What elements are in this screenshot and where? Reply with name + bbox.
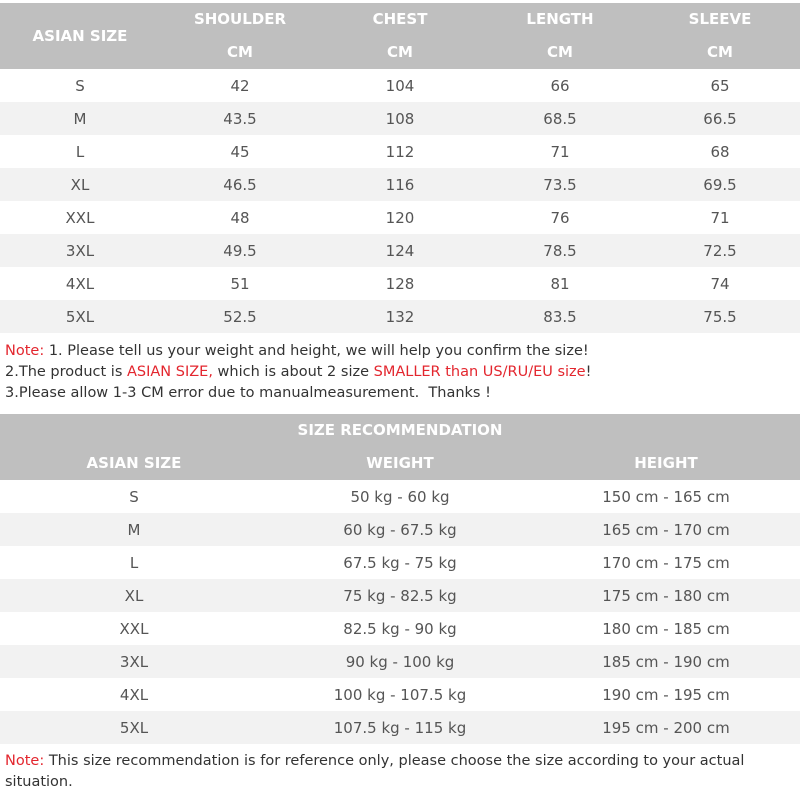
- recommendation-row: [0, 645, 800, 678]
- cell-chest: 116: [385, 175, 415, 194]
- cell-size: 5XL: [119, 718, 149, 737]
- header-chest-unit: CM: [387, 43, 413, 61]
- table-row: [0, 234, 800, 267]
- table-row: [0, 69, 800, 102]
- note-line-2a: 2.The product is: [5, 364, 127, 380]
- cell-sleeve: 75.5: [703, 307, 737, 326]
- cell-chest: 112: [385, 142, 415, 161]
- cell-chest: 104: [385, 76, 415, 95]
- cell-weight: 60 kg - 67.5 kg: [343, 520, 457, 539]
- cell-chest: 108: [385, 109, 415, 128]
- cell-height: 190 cm - 195 cm: [602, 685, 730, 704]
- cell-size: XXL: [119, 619, 149, 638]
- table-row: [0, 168, 800, 201]
- cell-shoulder: 52.5: [223, 307, 257, 326]
- cell-chest: 132: [385, 307, 415, 326]
- size-recommendation-table: [0, 414, 800, 744]
- cell-size: M: [73, 109, 87, 128]
- cell-sleeve: 68: [710, 142, 730, 161]
- cell-height: 175 cm - 180 cm: [602, 586, 730, 605]
- size-chart-header: [0, 3, 800, 69]
- note-smaller: SMALLER than US/RU/EU size: [373, 364, 586, 380]
- footer-note-label: Note:: [5, 753, 45, 769]
- cell-height: 180 cm - 185 cm: [602, 619, 730, 638]
- cell-sleeve: 66.5: [703, 109, 737, 128]
- cell-weight: 90 kg - 100 kg: [345, 652, 455, 671]
- cell-shoulder: 49.5: [223, 241, 257, 260]
- table-row: [0, 201, 800, 234]
- header-weight: WEIGHT: [366, 454, 434, 472]
- recommendation-row: [0, 579, 800, 612]
- table-row: [0, 300, 800, 333]
- header-shoulder-unit: CM: [227, 43, 253, 61]
- cell-length: 83.5: [543, 307, 577, 326]
- header-length: LENGTH: [526, 10, 594, 28]
- cell-sleeve: 72.5: [703, 241, 737, 260]
- cell-height: 195 cm - 200 cm: [602, 718, 730, 737]
- table-row: [0, 135, 800, 168]
- recommendation-title: SIZE RECOMMENDATION: [297, 421, 503, 439]
- cell-weight: 82.5 kg - 90 kg: [343, 619, 457, 638]
- cell-chest: 128: [385, 274, 415, 293]
- header-rec-size: ASIAN SIZE: [86, 454, 182, 472]
- header-chest: CHEST: [372, 10, 428, 28]
- table-row: [0, 267, 800, 300]
- cell-size: L: [75, 142, 85, 161]
- cell-shoulder: 45: [230, 142, 250, 161]
- cell-size: M: [127, 520, 141, 539]
- cell-size: XL: [124, 586, 144, 605]
- cell-size: 4XL: [119, 685, 149, 704]
- recommendation-row: [0, 711, 800, 744]
- cell-length: 81: [550, 274, 570, 293]
- notes-block: [5, 341, 591, 404]
- cell-sleeve: 71: [710, 208, 730, 227]
- note-line-3: 3.Please allow 1-3 CM error due to manualmeasurement. Thanks !: [5, 385, 491, 401]
- cell-weight: 100 kg - 107.5 kg: [333, 685, 467, 704]
- cell-size: S: [129, 487, 139, 506]
- footer-note-text: This size recommendation is for reference only, please choose the size according to your actual situation.: [5, 753, 745, 790]
- header-asian-size: ASIAN SIZE: [32, 27, 128, 45]
- cell-height: 150 cm - 165 cm: [602, 487, 730, 506]
- size-chart-table: [0, 3, 800, 333]
- footer-note: [5, 751, 795, 793]
- cell-size: 5XL: [65, 307, 95, 326]
- recommendation-row: [0, 480, 800, 513]
- cell-weight: 107.5 kg - 115 kg: [333, 718, 467, 737]
- header-shoulder: SHOULDER: [193, 10, 287, 28]
- recommendation-row: [0, 513, 800, 546]
- cell-size: 3XL: [65, 241, 95, 260]
- cell-height: 185 cm - 190 cm: [602, 652, 730, 671]
- cell-length: 66: [550, 76, 570, 95]
- note-line-1: 1. Please tell us your weight and height, we will help you confirm the size!: [44, 343, 589, 359]
- cell-height: 165 cm - 170 cm: [602, 520, 730, 539]
- cell-length: 71: [550, 142, 570, 161]
- cell-shoulder: 46.5: [223, 175, 257, 194]
- note-line-2b: which is about 2 size: [212, 364, 374, 380]
- cell-shoulder: 42: [230, 76, 250, 95]
- cell-weight: 50 kg - 60 kg: [350, 487, 450, 506]
- table-row: [0, 102, 800, 135]
- note-asian-size: ASIAN SIZE,: [126, 364, 213, 380]
- note-label: Note:: [5, 343, 45, 359]
- recommendation-row: [0, 612, 800, 645]
- cell-size: XXL: [65, 208, 95, 227]
- cell-weight: 67.5 kg - 75 kg: [343, 553, 457, 572]
- cell-height: 170 cm - 175 cm: [602, 553, 730, 572]
- cell-size: XL: [70, 175, 90, 194]
- cell-size: 4XL: [65, 274, 95, 293]
- cell-chest: 124: [385, 241, 415, 260]
- recommendation-row: [0, 678, 800, 711]
- cell-chest: 120: [385, 208, 415, 227]
- cell-shoulder: 51: [230, 274, 250, 293]
- cell-size: L: [129, 553, 139, 572]
- cell-sleeve: 74: [710, 274, 730, 293]
- cell-length: 78.5: [543, 241, 577, 260]
- recommendation-row: [0, 546, 800, 579]
- cell-size: 3XL: [119, 652, 149, 671]
- note-line-2c: !: [585, 364, 592, 380]
- cell-length: 73.5: [543, 175, 577, 194]
- cell-length: 76: [550, 208, 570, 227]
- cell-weight: 75 kg - 82.5 kg: [343, 586, 457, 605]
- header-sleeve: SLEEVE: [688, 10, 752, 28]
- cell-shoulder: 43.5: [223, 109, 257, 128]
- header-height: HEIGHT: [634, 454, 698, 472]
- header-length-unit: CM: [547, 43, 573, 61]
- cell-size: S: [75, 76, 85, 95]
- header-sleeve-unit: CM: [707, 43, 733, 61]
- cell-length: 68.5: [543, 109, 577, 128]
- recommendation-header: [0, 414, 800, 480]
- cell-sleeve: 69.5: [703, 175, 737, 194]
- cell-sleeve: 65: [710, 76, 730, 95]
- cell-shoulder: 48: [230, 208, 250, 227]
